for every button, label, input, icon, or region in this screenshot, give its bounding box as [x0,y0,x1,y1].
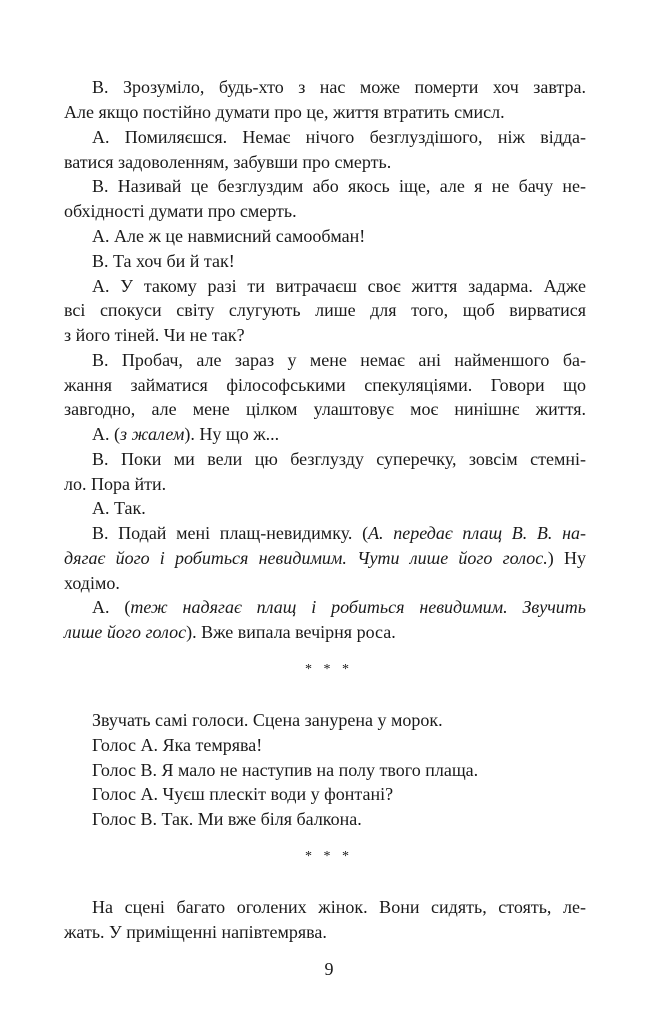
text-line: ходімо. [64,573,120,593]
text-line: В. Пробач, але зараз у мене немає ані найменшого ба- [92,350,586,370]
text-line: ло. Пора йти. [64,474,167,494]
text-line: обхідності думати про смерть. [64,201,297,221]
text-line: жання займатися філософськими спекуляціями. Говори що [64,375,586,395]
text-line: всі спокуси світу слугують лише для того, щоб вирватися [64,300,586,320]
text-line: з його тіней. Чи не так? [64,325,245,345]
text-line: В. Та хоч би й так! [92,251,235,271]
text-line: А. (теж надягає плащ і робиться невидимим. Звучить [92,597,586,617]
text-line: Але якщо постійно думати про це, життя втратить смисл. [64,102,505,122]
text-line: Голос В. Так. Ми вже біля балкона. [92,809,362,829]
text-line: А. У такому разі ти витрачаєш своє життя задарма. Адже [92,276,586,296]
text-line: А. Так. [92,498,146,518]
text-line: В. Поки ми вели цю безглузду суперечку, зовсім стемні- [92,449,586,469]
text-line: А. (з жалем). Ну що ж... [92,424,280,444]
text-line: лише його голос). Вже випала вечірня роса. [64,622,396,642]
text-line: В. Подай мені плащ-невидимку. (А. передає плащ В. В. на- [92,523,586,543]
text-line: ватися задоволенням, забувши про смерть. [64,152,392,172]
text-line: Голос В. Я мало не наступив на полу твого плаща. [92,760,479,780]
text-line: В. Називай це безглуздим або якось іще, але я не бачу не- [92,176,586,196]
text-line: Звучать самі голоси. Сцена занурена у морок. [92,710,443,730]
text-line: жать. У приміщенні напівтемрява. [64,922,327,942]
text-line: А. Але ж це навмисний самообман! [92,226,366,246]
section-separator: * * * [305,849,353,864]
text-line: В. Зрозуміло, будь-хто з нас може померти хоч завтра. [92,77,586,97]
text-line: А. Помиляєшся. Немає нічого безглуздішого, ніж відда- [92,127,586,147]
text-line: Голос А. Яка темрява! [92,735,263,755]
text-line: На сцені багато оголених жінок. Вони сидять, стоять, ле- [92,897,586,917]
page-number: 9 [324,959,334,979]
text-line: Голос А. Чуєш плескіт води у фонтані? [92,784,394,804]
text-line: завгодно, але мене цілком улаштовує моє нинішнє життя. [64,399,586,419]
text-line: дягає його і робиться невидимим. Чути лише його голос.) Ну [64,548,586,568]
section-separator: * * * [305,662,353,677]
